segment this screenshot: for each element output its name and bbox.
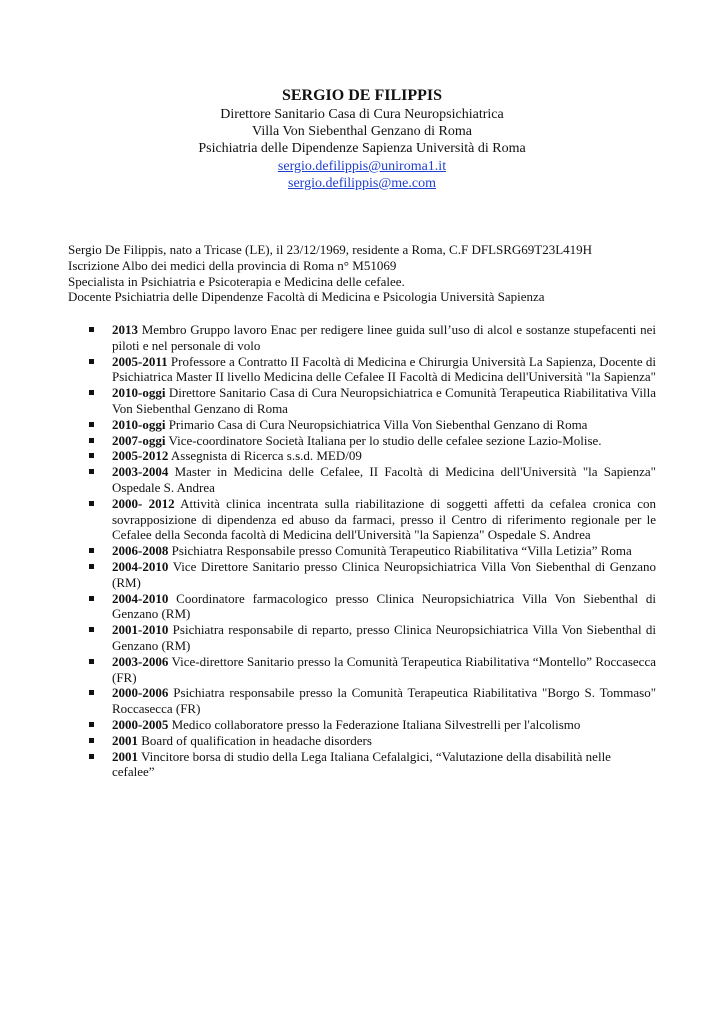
list-item xyxy=(0,417,656,433)
item-text: Master in Medicina delle Cefalee, II Facoltà di Medicina dell'Università "la Sapienza" Ospedale S. Andrea xyxy=(112,464,656,495)
item-year: 2000-2006 xyxy=(112,685,169,701)
item-text: Primario Casa di Cura Neuropsichiatrica Villa Von Siebenthal Genzano di Roma xyxy=(165,416,588,432)
list-item xyxy=(0,559,656,591)
item-text: Psichiatra responsabile di reparto, presso Clinica Neuropsichiatrica Villa Von Siebenthal di Genzano (RM) xyxy=(112,622,656,653)
bullet-icon xyxy=(89,327,94,332)
list-item xyxy=(0,591,656,623)
item-text: Vincitore borsa di studio della Lega Italiana Cefalalgici, “Valutazione della disabilità nelle cefalee” xyxy=(112,748,611,780)
list-item xyxy=(0,749,656,781)
list-item xyxy=(0,733,656,749)
list-item xyxy=(0,385,656,417)
item-text: Psichiatra Responsabile presso Comunità Terapeutico Riabilitativa “Villa Letizia” Roma xyxy=(168,543,632,559)
item-year: 2004-2010 xyxy=(112,590,169,606)
personal-info xyxy=(68,242,668,305)
bullet-icon xyxy=(89,359,94,364)
item-text: Assegnista di Ricerca s.s.d. MED/09 xyxy=(168,448,362,464)
bullet-icon xyxy=(89,627,94,632)
item-year: 2001-2010 xyxy=(112,622,169,638)
item-year: 2006-2008 xyxy=(112,543,169,559)
header-institution: Villa Von Siebenthal Genzano di Roma xyxy=(252,124,472,140)
item-year: 2004-2010 xyxy=(112,558,169,574)
item-text: Attività clinica incentrata sulla riabilitazione di soggetti affetti da cefalea cronica con sovrapposizione di dipendenza ed abuso da farmaci, presso il Centro di riferimento regionale per le Cefalee della Seconda facoltà di Medicina dell'Università "la Sapienza" Ospedale S. Andrea xyxy=(112,495,656,543)
bullet-icon xyxy=(89,390,94,395)
list-item xyxy=(0,448,656,464)
email-link-uniroma[interactable]: sergio.defilippis@uniroma1.it xyxy=(277,158,447,174)
item-text: Coordinatore farmacologico presso Clinica Neuropsichiatrica Villa Von Siebenthal di Genzano (RM) xyxy=(112,590,656,622)
item-text: Medico collaboratore presso la Federazione Italiana Silvestrelli per l'alcolismo xyxy=(168,716,581,732)
bullet-icon xyxy=(89,501,94,506)
bullet-icon xyxy=(89,469,94,474)
item-text: Vice-coordinatore Società Italiana per lo studio delle cefalee sezione Lazio-Molise. xyxy=(165,432,602,448)
bullet-icon xyxy=(89,422,94,427)
item-year: 2007-oggi xyxy=(112,432,166,448)
item-year: 2005-2012 xyxy=(112,448,169,464)
item-text: Professore a Contratto II Facoltà di Medicina e Chirurgia Università La Sapienza, Docente di Psichiatrica Master II livello Medicina delle Cefalee II Facoltà di Medicina dell'Università "la Sapienza" xyxy=(112,353,656,385)
item-text: Board of qualification in headache disorders xyxy=(138,732,372,748)
item-year: 2010-oggi xyxy=(112,385,166,401)
item-year: 2000- 2012 xyxy=(112,495,175,511)
header-role: Direttore Sanitario Casa di Cura Neuropsichiatrica xyxy=(220,107,504,122)
list-item xyxy=(0,622,656,654)
header-affiliation: Psichiatria delle Dipendenze Sapienza Università di Roma xyxy=(198,141,526,157)
item-year: 2010-oggi xyxy=(112,416,166,432)
item-year: 2013 xyxy=(112,322,138,337)
item-text: Psichiatra responsabile presso la Comunità Terapeutica Riabilitativa "Borgo S. Tommaso" Roccasecca (FR) xyxy=(112,685,656,717)
bullet-icon xyxy=(89,548,94,553)
bullet-icon xyxy=(89,690,94,695)
list-item xyxy=(0,654,656,686)
list-item xyxy=(0,464,656,496)
list-item xyxy=(0,354,656,386)
item-year: 2000-2005 xyxy=(112,716,169,732)
list-item xyxy=(0,433,656,449)
item-year: 2005-2011 xyxy=(112,353,168,369)
bullet-icon xyxy=(89,453,94,458)
email-link-me[interactable]: sergio.defilippis@me.com xyxy=(288,175,436,191)
intro-line: Specialista in Psichiatria e Psicoterapia e Medicina delle cefalee. xyxy=(68,273,405,289)
bullet-icon xyxy=(89,754,94,759)
list-item xyxy=(0,322,656,354)
cv-header xyxy=(0,86,724,192)
person-name: SERGIO DE FILIPPIS xyxy=(281,87,443,104)
bullet-icon xyxy=(89,596,94,601)
list-item xyxy=(0,685,656,717)
item-text: Vice Direttore Sanitario presso Clinica Neuropsichiatrica Villa Von Siebenthal di Genzano (RM) xyxy=(112,558,656,590)
list-item xyxy=(0,717,656,733)
bullet-icon xyxy=(89,438,94,443)
list-item xyxy=(0,496,656,543)
item-year: 2001 xyxy=(112,748,138,764)
item-year: 2003-2004 xyxy=(112,464,169,480)
intro-line: Sergio De Filippis, nato a Tricase (LE), il 23/12/1969, residente a Roma, C.F DFLSRG69T23L419H xyxy=(68,242,593,257)
career-list xyxy=(0,322,656,780)
bullet-icon xyxy=(89,659,94,664)
list-item xyxy=(0,543,656,559)
intro-line: Docente Psichiatria delle Dipendenze Facoltà di Medicina e Psicologia Università Sapienza xyxy=(68,289,545,305)
item-text: Direttore Sanitario Casa di Cura Neuropsichiatrica e Comunità Terapeutica Riabilitativa Villa Von Siebenthal Genzano di Roma xyxy=(112,385,656,416)
item-year: 2001 xyxy=(112,732,138,748)
bullet-icon xyxy=(89,722,94,727)
bullet-icon xyxy=(89,738,94,743)
item-year: 2003-2006 xyxy=(112,653,169,669)
intro-line: Iscrizione Albo dei medici della provincia di Roma n° M51069 xyxy=(68,257,397,273)
item-text: Vice-direttore Sanitario presso la Comunità Terapeutica Riabilitativa “Montello” Roccasecca (FR) xyxy=(112,653,656,685)
bullet-icon xyxy=(89,564,94,569)
item-text: Membro Gruppo lavoro Enac per redigere linee guida sull’uso di alcol e sostanze stupefacenti nei piloti e nel personale di volo xyxy=(112,322,656,353)
